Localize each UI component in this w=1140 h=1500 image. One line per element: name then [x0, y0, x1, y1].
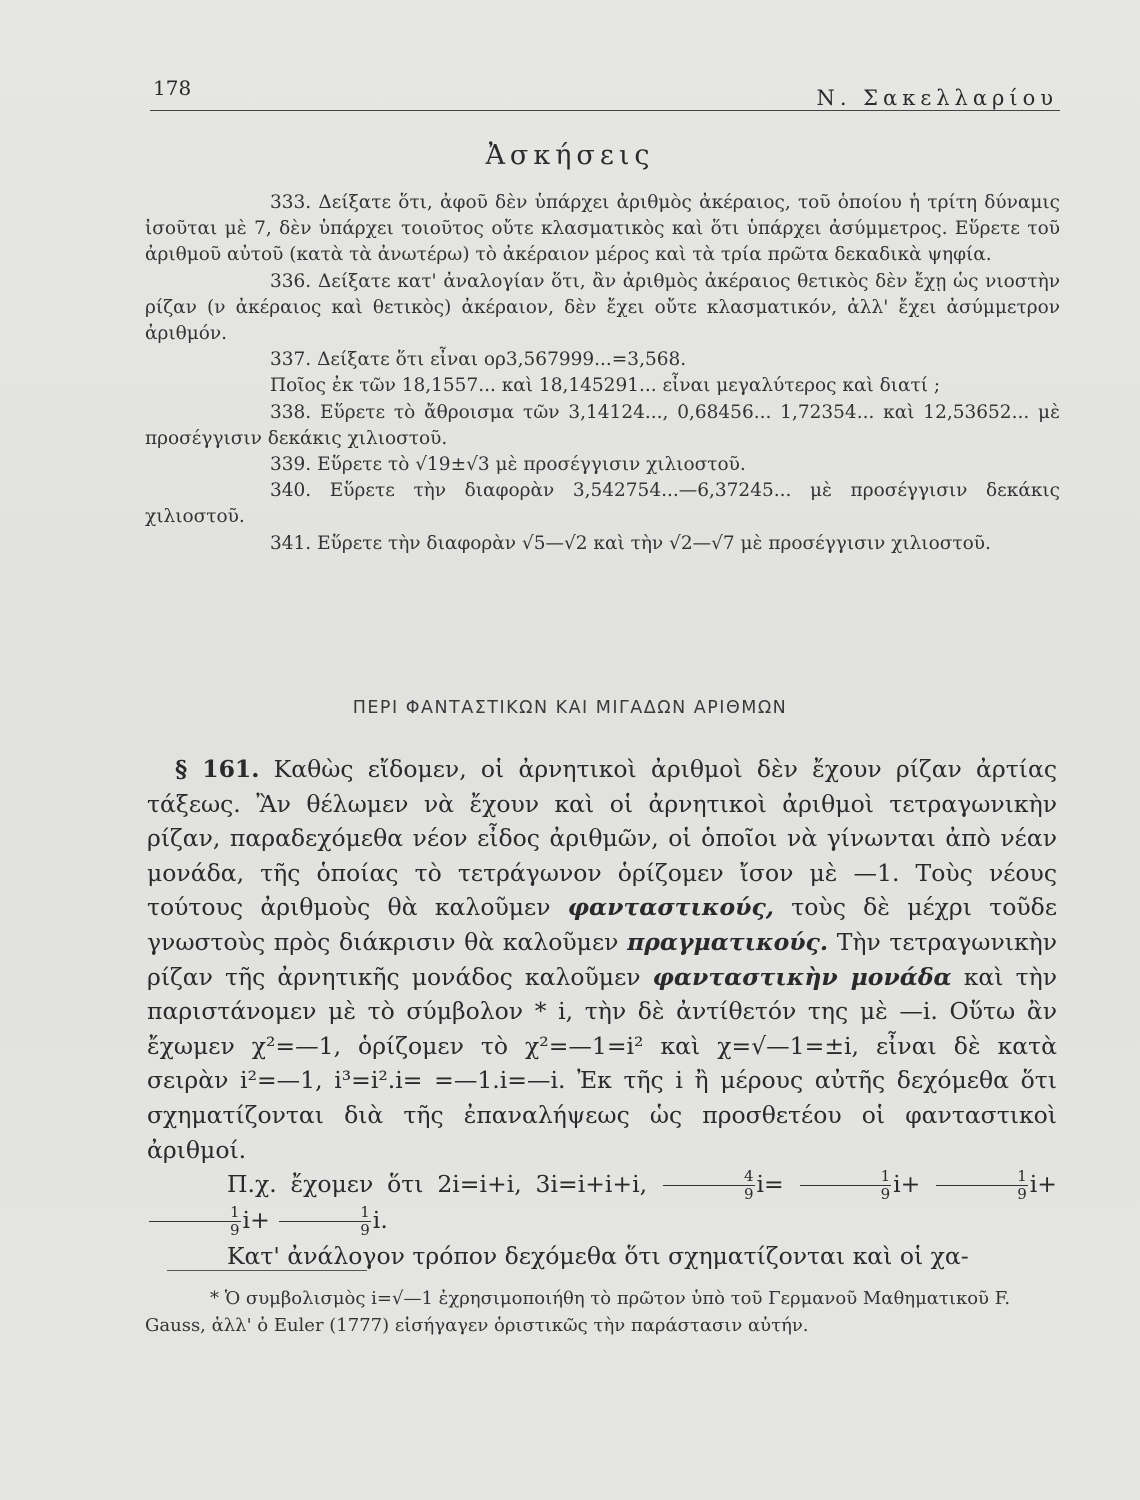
exercise-337-question: Ποῖος ἐκ τῶν 18,1557... καὶ 18,145291... εἶναι μεγαλύτερος καὶ διατί ; [270, 375, 941, 397]
term-real: πραγματικούς. [627, 927, 829, 956]
header-rule [150, 110, 1060, 111]
exercise-341: 341. Εὕρετε τὴν διαφορὰν √5—√2 καὶ τὴν √2—√7 μὲ προσέγγισιν χιλιοστοῦ. [270, 532, 991, 554]
fraction-1-9: $\frac{1}{9}$ [800, 1168, 892, 1203]
footnote [145, 1286, 1060, 1339]
section-body [147, 752, 1057, 1274]
fraction-4-9: $\frac{4}{9}$ [663, 1168, 755, 1203]
paragraph-text-a: Καθὼς εἴδομεν, οἱ ἀρνητικοὶ ἀριθμοὶ δὲν ἔχουν ρίζαν ἀρτίας τάξεως. Ἂν θέλωμεν νὰ ἔχουν καὶ οἱ ἀρνητικοὶ ἀριθμοὶ τετραγωνικὴν ρίζαν, παραδεχόμεθα νέον εἶδος ἀριθμῶν, οἱ ὁποῖοι νὰ γίνωνται ἀπὸ νέαν μονάδα, τῆς ὁποίας τὸ τετράγωνον ὁρίζομεν ἴσον μὲ —1. Τοὺς νέους τούτους ἀριθμοὺς θὰ καλοῦμεν [147, 755, 1057, 922]
fraction-1-9: $\frac{1}{9}$ [279, 1204, 371, 1239]
exercise-337: 337. Δείξατε ὅτι εἶναι ορ3,567999...=3,568. [270, 349, 687, 371]
fraction-1-9: $\frac{1}{9}$ [936, 1168, 1028, 1203]
paragraph-text-c: Τὴν τετραγωνικὴν ρίζαν τῆς ἀρνητικῆς μονάδος καλοῦμεν [147, 927, 1057, 991]
exercise-333: 333. Δείξατε ὅτι, ἀφοῦ δὲν ὑπάρχει ἀριθμὸς ἀκέραιος, τοῦ ὁποίου ἡ τρίτη δύναμις ἰσοῦται μὲ 7, δὲν ὑπάρχει τοιοῦτος οὔτε κλασματικὸς καὶ ὅτι ὑπάρχει ἀσύμμετρος. Εὕρετε τοῦ ἀριθμοῦ αὐτοῦ (κατὰ τὰ ἀνωτέρω) τὸ ἀκέραιον μέρος καὶ τὰ τρία πρῶτα δεκαδικὰ ψηφία. [145, 192, 1060, 266]
term-imaginary-unit: φανταστικὴν μονάδα [652, 962, 952, 991]
exercise-339: 339. Εὕρετε τὸ √19±√3 μὲ προσέγγισιν χιλιοστοῦ. [270, 454, 746, 476]
closing-line: Κατ' ἀνάλογον τρόπον δεχόμεθα ὅτι σχηματίζονται καὶ οἱ χα- [227, 1242, 969, 1271]
paragraph-161 [147, 752, 1057, 1167]
section-heading: ΠΕΡΙ ΦΑΝΤΑΣΤΙΚΩΝ ΚΑΙ ΜΙΓΑΔΩΝ ΑΡΙΘΜΩΝ [352, 698, 788, 718]
footnote-rule [167, 1270, 367, 1271]
paragraph-text-b: τοὺς δὲ μέχρι τοῦδε γνωστοὺς πρὸς διάκρισιν θὰ καλοῦμεν [147, 893, 1057, 956]
section-number: § 161. [175, 755, 260, 783]
fraction-1-9: $\frac{1}{9}$ [149, 1204, 241, 1239]
exercises-title: Ἀσκήσεις [485, 140, 655, 171]
exercise-340: 340. Εὕρετε τὴν διαφορὰν 3,542754...—6,37245... μὲ προσέγγισιν δεκάκις χιλιοστοῦ. [145, 480, 1060, 528]
example-prefix: Π.χ. ἔχομεν ὅτι 2i=i+i, 3i=i+i+i, [227, 1170, 648, 1199]
running-header-author: Ν. Σακελλαρίου [816, 86, 1058, 110]
exercise-336: 336. Δείξατε κατ' ἀναλογίαν ὅτι, ἂν ἀριθμὸς ἀκέραιος θετικὸς δὲν ἔχῃ ὡς νιοστὴν ρίζαν (ν ἀκέραιος καὶ θετικὸς) ἀκέραιον, δὲν ἔχει οὔτε κλασματικόν, ἀλλ' ἔχει ἀσύμμετρον ἀριθμόν. [145, 270, 1060, 345]
example-line: Π.χ. ἔχομεν ὅτι 2i=i+i, 3i=i+i+i, $\frac{4}{9}$ i= $\frac{1}{9}$ i+ $\frac{1}{9}$ i+ $\frac{1}{9}$ i+ $\frac{1}{9}$ i. [147, 1167, 1057, 1239]
paragraph-text-d: καὶ τὴν παριστάνομεν μὲ τὸ σύμβολον * i, τὴν δὲ ἀντίθετόν της μὲ —i. Οὕτω ἂν ἔχωμεν χ²=—1, ὁρίζομεν τὸ χ²=—1=i² καὶ χ=√—1=±i, εἶναι δὲ κατὰ σειρὰν i²=—1, i³=i².i= =—1.i=—i. Ἐκ τῆς i ἢ μέρους αὐτῆς δεχόμεθα ὅτι σχηματίζονται διὰ τῆς ἐπαναλήψεως ὡς προσθετέου οἱ φανταστικοὶ ἀριθμοί. [147, 962, 1058, 1164]
term-imaginary: φανταστικούς, [567, 893, 774, 922]
exercise-338: 338. Εὕρετε τὸ ἄθροισμα τῶν 3,14124..., 0,68456... 1,72354... καὶ 12,53652... μὲ προσέγγισιν δεκάκις χιλιοστοῦ. [145, 401, 1060, 449]
exercises-block [145, 190, 1060, 557]
page-number: 178 [153, 76, 192, 100]
footnote-text: * Ὁ συμβολισμὸς i=√—1 ἐχρησιμοποιήθη τὸ πρῶτον ὑπὸ τοῦ Γερμανοῦ Μαθηματικοῦ F. Gauss, ἀλλ' ὁ Euler (1777) εἰσήγαγεν ὁριστικῶς τὴν παράστασιν αὐτήν. [145, 1288, 1011, 1336]
